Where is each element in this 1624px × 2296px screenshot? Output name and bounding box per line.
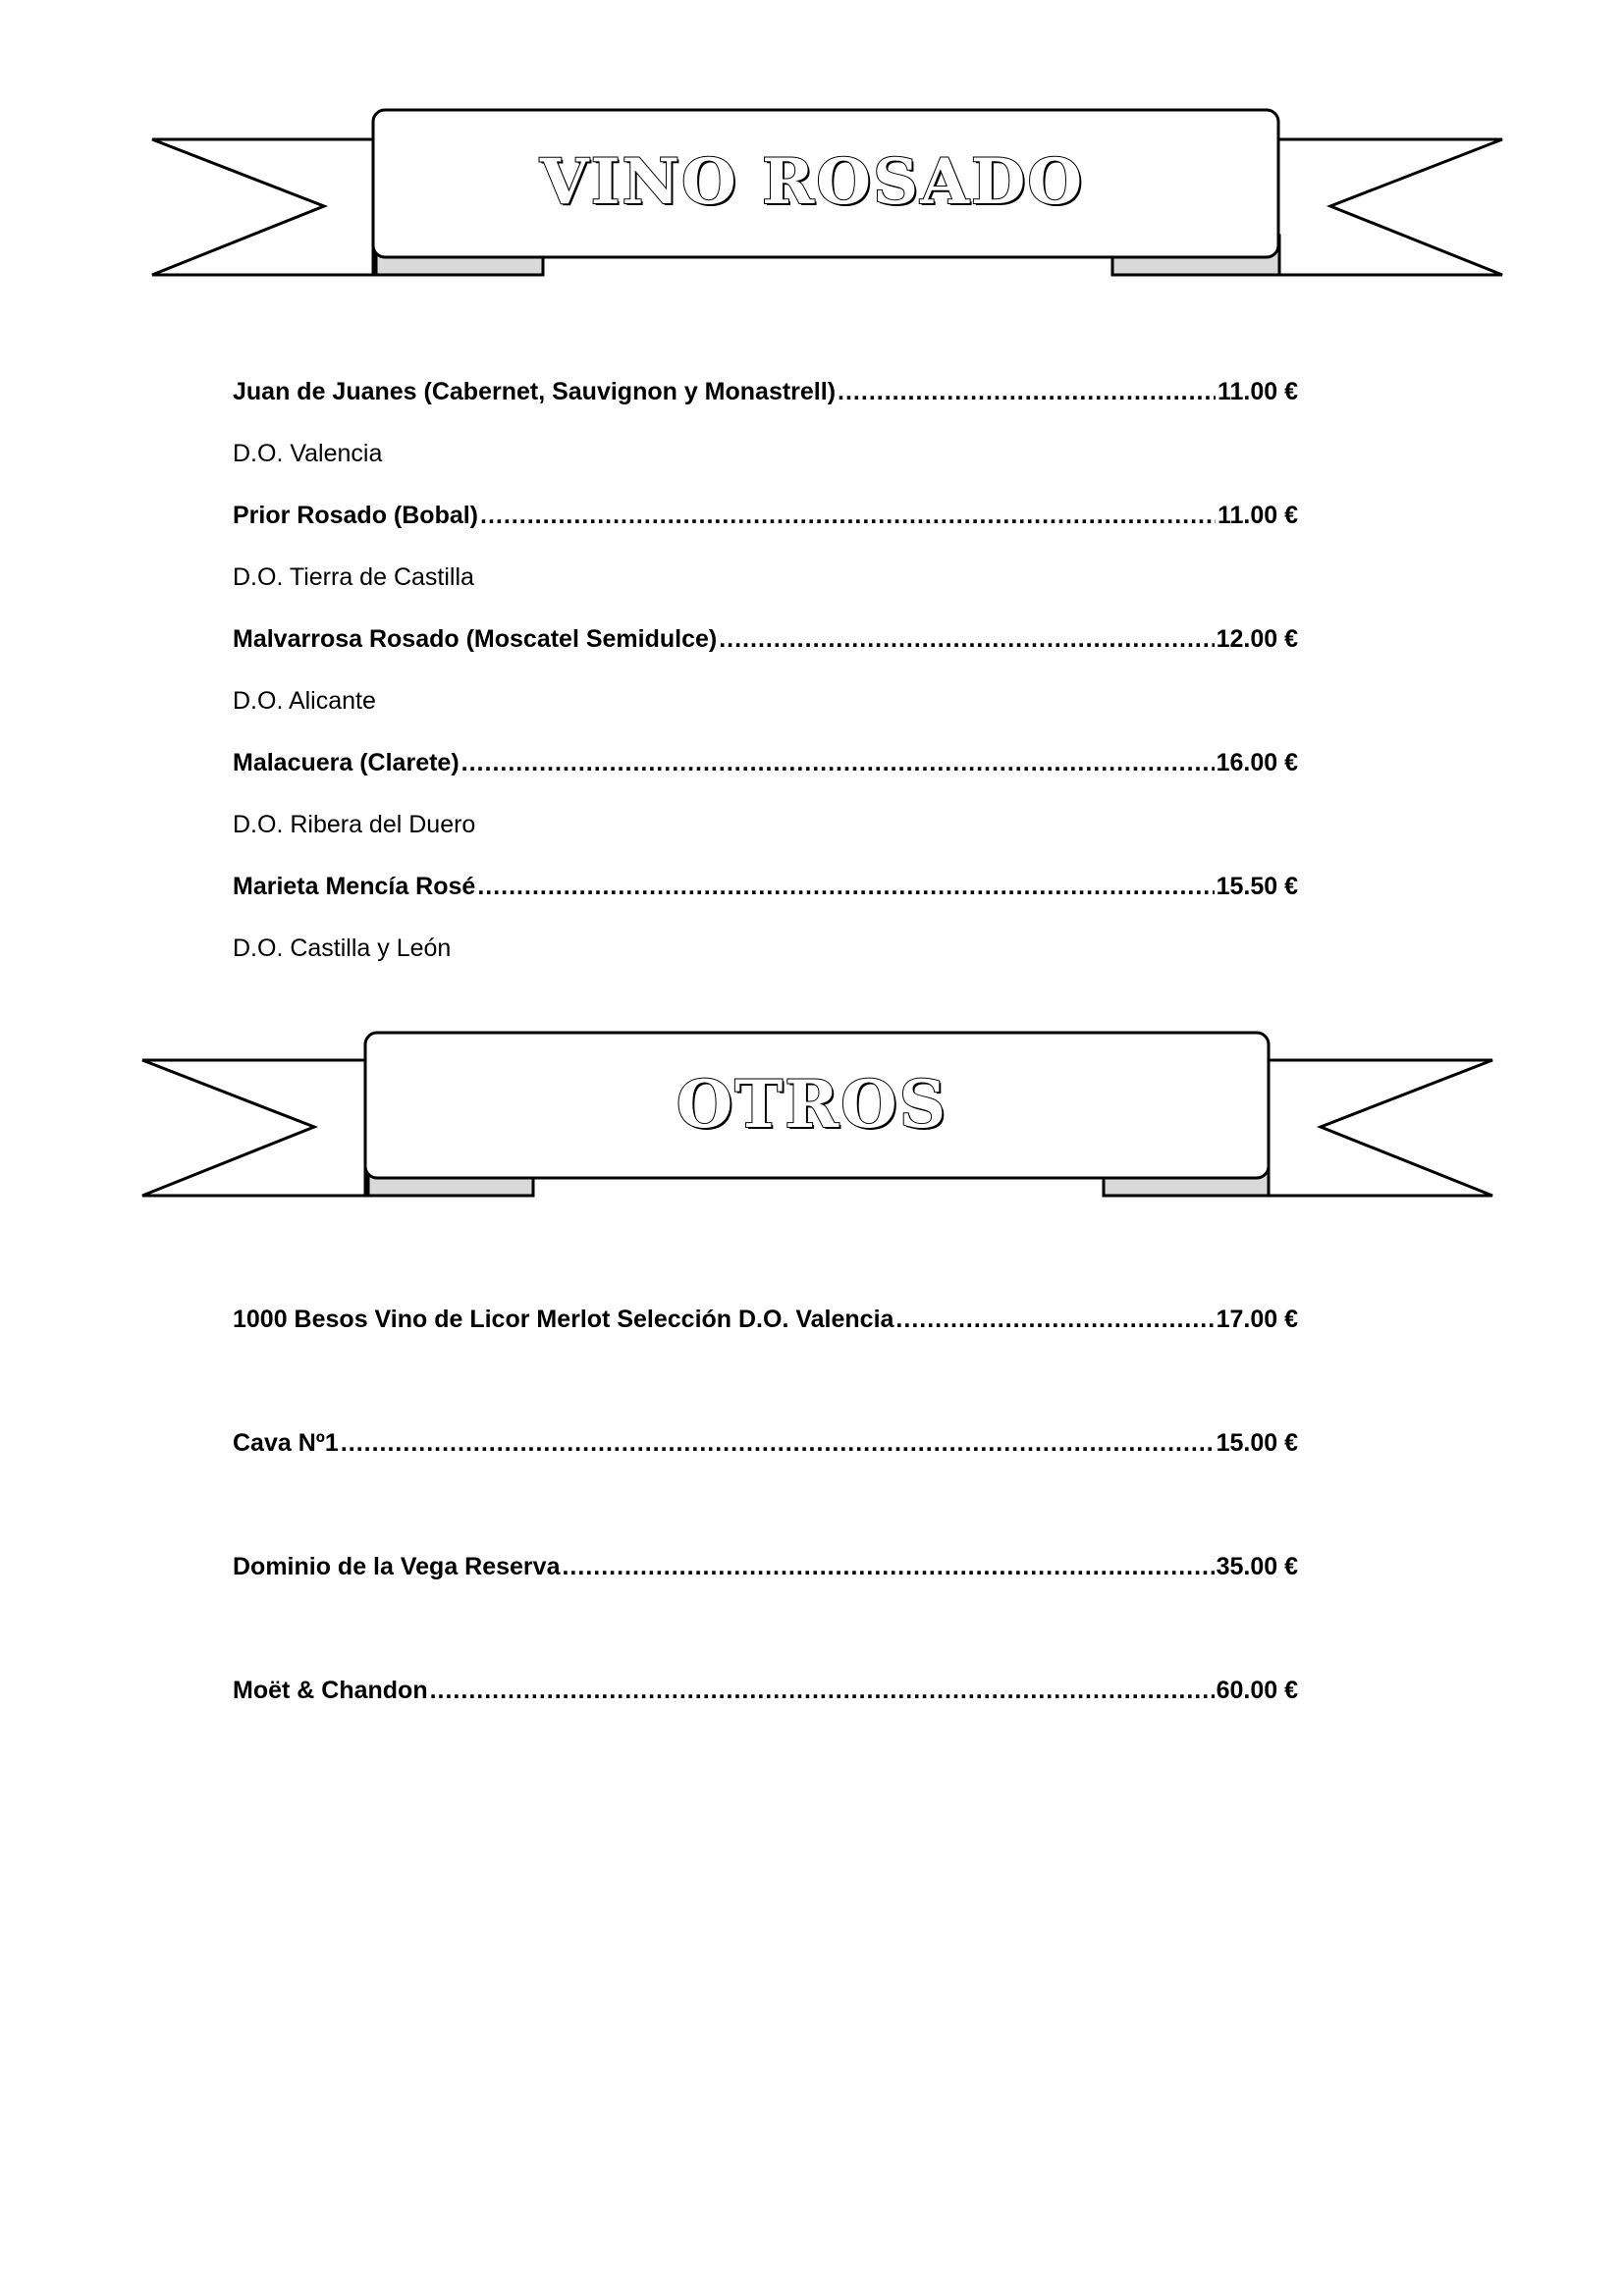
item-price: 15.00 € [1216,1429,1298,1457]
dot-leader [719,625,1214,654]
item-origin: D.O. Valencia [233,440,383,467]
section-banner-otros [0,1031,1624,1217]
menu-item [233,749,1298,788]
item-price: 60.00 € [1216,1677,1298,1704]
item-origin: D.O. Alicante [233,687,376,715]
item-price: 17.00 € [1216,1306,1298,1333]
item-origin: D.O. Ribera del Duero [233,811,476,838]
menu-item [233,1429,1298,1468]
dot-leader [838,378,1216,406]
item-price: 35.00 € [1216,1553,1298,1580]
dot-leader [430,1677,1215,1705]
item-origin: D.O. Castilla y León [233,934,452,962]
menu-item [233,378,1298,417]
menu-item [233,873,1298,912]
dot-leader [341,1429,1215,1458]
item-name: Cava Nº1 [233,1429,339,1457]
item-name: Marieta Mencía Rosé [233,873,476,900]
item-name: Dominio de la Vega Reserva [233,1553,561,1580]
menu-item [233,502,1298,541]
section-banner-vino-rosado [0,108,1624,294]
item-name: Prior Rosado (Bobal) [233,502,479,529]
dot-leader [480,502,1216,530]
item-name: Malacuera (Clarete) [233,749,460,776]
section-title: VINO ROSADO [539,145,1085,219]
item-price: 16.00 € [1216,749,1298,776]
menu-item [233,625,1298,665]
menu-item [233,1553,1298,1592]
dot-leader [895,1306,1214,1334]
item-price: 11.00 € [1217,502,1298,529]
dot-leader [461,749,1215,777]
dot-leader [562,1553,1214,1581]
dot-leader [477,873,1214,901]
item-name: Moët & Chandon [233,1677,428,1704]
item-price: 11.00 € [1217,378,1298,405]
item-origin: D.O. Tierra de Castilla [233,563,474,591]
section-title: OTROS [676,1066,948,1143]
item-name: Malvarrosa Rosado (Moscatel Semidulce) [233,625,718,653]
menu-item [233,1677,1298,1716]
menu-item [233,1306,1298,1345]
item-price: 12.00 € [1216,625,1298,653]
item-name: 1000 Besos Vino de Licor Merlot Selección D.O. Valencia [233,1306,894,1333]
item-price: 15.50 € [1216,873,1298,900]
item-name: Juan de Juanes (Cabernet, Sauvignon y Monastrell) [233,378,837,405]
